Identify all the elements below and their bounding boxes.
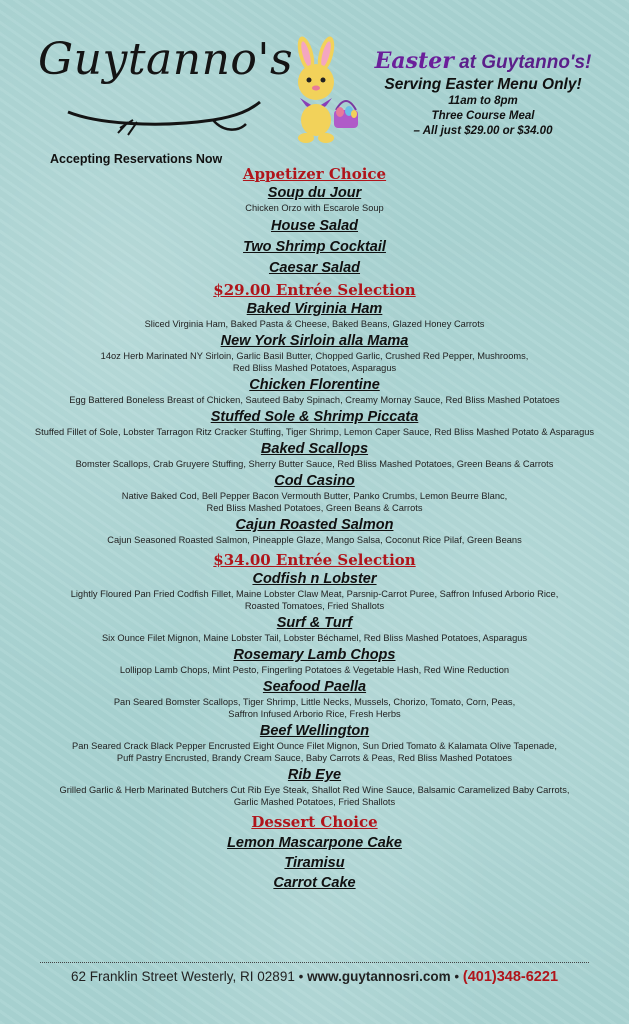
menu-item-desc: Chicken Orzo with Escarole Soup [245, 203, 384, 213]
hours: 11am to 8pm [448, 95, 518, 107]
entree-29-section-title: $29.00 Entrée Selection [213, 281, 416, 299]
entree-34-section-title: $34.00 Entrée Selection [213, 551, 416, 569]
menu-item: Tiramisu [284, 855, 345, 871]
menu-item: Rib Eye [287, 767, 342, 783]
menu-item: Cod Casino [274, 473, 355, 489]
menu-item-desc: Pan Seared Crack Black Pepper Encrusted Eight Ounce Filet Mignon, Sun Dried Tomato & Kalamata Olive Tapenade, [72, 741, 557, 751]
menu-item: Codfish n Lobster [252, 571, 377, 587]
logo [38, 32, 294, 140]
address: 62 Franklin Street Westerly, RI 02891 [70, 969, 295, 984]
menu-item: New York Sirloin alla Mama [220, 333, 409, 349]
header [0, 0, 629, 170]
menu-item-desc: Grilled Garlic & Herb Marinated Butchers Cut Rib Eye Steak, Shallot Red Wine Sauce, Balsamic Caramelized Baby Carrots, [59, 785, 570, 795]
footer-divider [40, 962, 589, 963]
menu-item-desc: Lightly Floured Pan Fried Codfish Fillet, Maine Lobster Claw Meat, Parsnip-Carrot Puree, Saffron Infused Arborio Rice, [70, 589, 559, 599]
appetizer-section-title: Appetizer Choice [242, 165, 387, 183]
phone-number[interactable]: (401)348-6221 [462, 969, 559, 985]
menu [0, 164, 629, 892]
menu-item: Rosemary Lamb Chops [233, 647, 396, 663]
menu-item-desc: Six Ounce Filet Mignon, Maine Lobster Tail, Lobster Béchamel, Red Bliss Mashed Potatoes, Asparagus [101, 633, 528, 643]
menu-item-desc: Puff Pastry Encrusted, Brandy Cream Sauce, Baby Carrots & Peas, Red Bliss Mashed Potatoes [116, 753, 513, 763]
website-link[interactable]: www.guytannosri.com [307, 969, 451, 984]
menu-item-desc: Lollipop Lamb Chops, Mint Pesto, Fingerling Potatoes & Vegetable Hash, Red Wine Reduction [119, 665, 510, 675]
menu-item: House Salad [270, 218, 359, 234]
menu-item-desc: Egg Battered Boneless Breast of Chicken, Sauteed Baby Spinach, Creamy Mornay Sauce, Red Bliss Mashed Potatoes [69, 395, 560, 405]
menu-item: Baked Scallops [260, 441, 369, 457]
menu-item-desc: Roasted Tomatoes, Fried Shallots [244, 601, 385, 611]
menu-item: Carrot Cake [273, 875, 356, 891]
menu-item: Caesar Salad [268, 260, 361, 276]
separator-dot: • [298, 969, 308, 984]
footer [0, 969, 629, 985]
menu-item: Lemon Mascarpone Cake [227, 835, 402, 851]
menu-item: Surf & Turf [276, 615, 353, 631]
easter-headline [352, 48, 614, 74]
menu-item-desc: Red Bliss Mashed Potatoes, Asparagus [232, 363, 397, 373]
easter-announcement [352, 48, 614, 139]
menu-item-desc: Sliced Virginia Ham, Baked Pasta & Cheese, Baked Beans, Glazed Honey Carrots [144, 319, 485, 329]
menu-item-desc: Bomster Scallops, Crab Gruyere Stuffing, Sherry Butter Sauce, Red Bliss Mashed Potatoes, Green Beans & Carrots [75, 459, 554, 469]
menu-item-desc: Garlic Mashed Potatoes, Fried Shallots [233, 797, 396, 807]
separator-dot: • [454, 969, 463, 984]
menu-item: Stuffed Sole & Shrimp Piccata [210, 409, 419, 425]
menu-item: Chicken Florentine [249, 377, 380, 393]
reservations-note: Accepting Reservations Now [50, 152, 223, 166]
menu-item: Beef Wellington [259, 723, 370, 739]
menu-item: Two Shrimp Cocktail [243, 239, 386, 255]
easter-at-guytannos: at Guytanno's! [453, 52, 592, 73]
menu-item-desc: Saffron Infused Arborio Rice, Fresh Herbs [228, 709, 401, 719]
easter-word: Easter [374, 48, 454, 74]
price-note: – All just $29.00 or $34.00 [413, 125, 553, 137]
menu-item-desc: Pan Seared Bomster Scallops, Tiger Shrimp, Little Necks, Mussels, Chorizo, Tomato, Corn, Peas, [113, 697, 516, 707]
menu-item: Baked Virginia Ham [246, 301, 383, 317]
menu-item-desc: Cajun Seasoned Roasted Salmon, Pineapple Glaze, Mango Salsa, Coconut Rice Pilaf, Green Beans [107, 535, 522, 545]
brand-name: Guytanno's [38, 34, 294, 85]
menu-item-desc: 14oz Herb Marinated NY Sirloin, Garlic Basil Butter, Chopped Garlic, Crushed Red Pepper, Mushrooms, [100, 351, 529, 361]
course-note: Three Course Meal [431, 110, 535, 122]
menu-item-desc: Native Baked Cod, Bell Pepper Bacon Vermouth Butter, Panko Crumbs, Lemon Beurre Blanc, [121, 491, 508, 501]
menu-item: Soup du Jour [267, 185, 362, 201]
serving-note: Serving Easter Menu Only! [384, 76, 582, 93]
menu-item-desc: Red Bliss Mashed Potatoes, Green Beans & Carrots [206, 503, 423, 513]
menu-item: Cajun Roasted Salmon [235, 517, 394, 533]
easter-bunny-icon [274, 36, 364, 146]
menu-item-desc: Stuffed Fillet of Sole, Lobster Tarragon Ritz Cracker Stuffing, Tiger Shrimp, Lemon Caper Sauce, Red Bliss Mashed Potato & Asparagus [34, 427, 595, 437]
menu-item: Seafood Paella [262, 679, 367, 695]
dessert-section-title: Dessert Choice [251, 813, 378, 831]
